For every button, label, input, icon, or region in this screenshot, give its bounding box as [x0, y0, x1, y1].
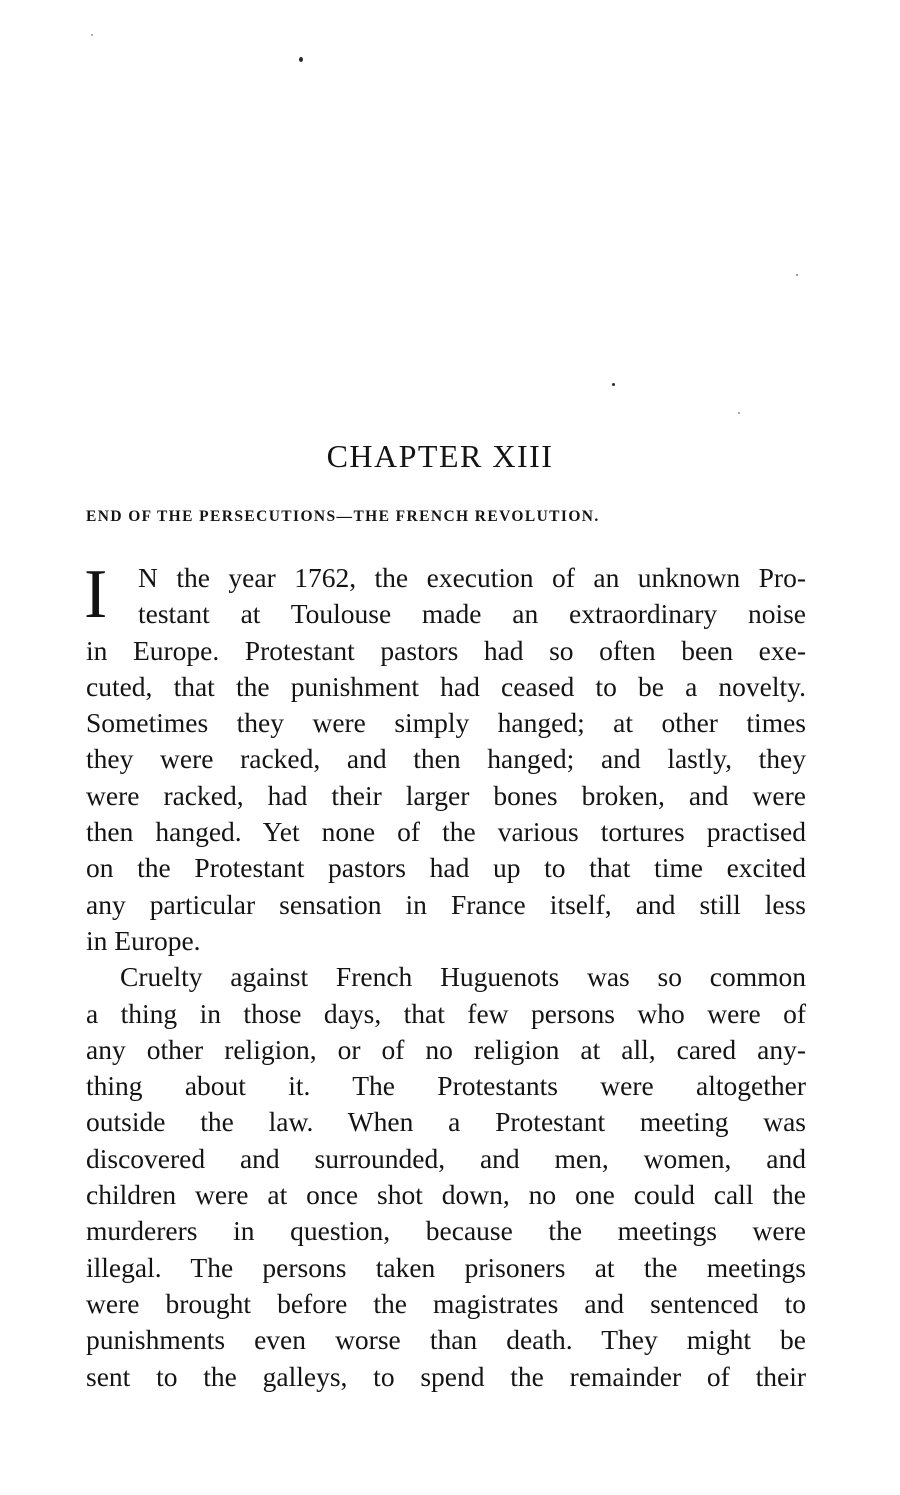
- text-line: they were racked, and then hanged; and lastly, they: [86, 743, 806, 775]
- print-speck: [91, 34, 93, 36]
- text-line: murderers in question, because the meetings were: [86, 1215, 806, 1247]
- text-line: cuted, that the punishment had ceased to be a novelty.: [86, 670, 806, 702]
- body-text: [84, 556, 806, 1395]
- print-speck: [299, 57, 303, 62]
- text-line: a thing in those days, that few persons who were of: [86, 997, 806, 1029]
- text-line: in Europe.: [86, 924, 201, 956]
- text-line: outside the law. When a Protestant meeting was: [86, 1106, 806, 1138]
- text-line: on the Protestant pastors had up to that time excited: [86, 852, 806, 884]
- text-line: were brought before the magistrates and sentenced to: [86, 1287, 806, 1319]
- text-line: punishments even worse than death. They might be: [86, 1324, 806, 1356]
- print-speck: [796, 274, 798, 276]
- print-speck: [738, 412, 740, 414]
- chapter-title: CHAPTER XIII: [326, 438, 554, 474]
- paragraph: [86, 959, 806, 1395]
- text-line: N the year 1762, the execution of an unknown Pro-: [138, 562, 806, 593]
- text-line: thing about it. The Protestants were altogether: [86, 1070, 806, 1102]
- chapter-subtitle: END OF THE PERSECUTIONS—THE FRENCH REVOLUTION.: [86, 508, 600, 525]
- print-speck: [612, 383, 615, 386]
- text-line: in Europe. Protestant pastors had so often been exe-: [86, 634, 806, 666]
- text-line: any other religion, or of no religion at all, cared any-: [86, 1033, 806, 1065]
- text-line: testant at Toulouse made an extraordinary noise: [138, 598, 806, 630]
- text-line: were racked, had their larger bones broken, and were: [86, 779, 806, 811]
- text-line: then hanged. Yet none of the various tortures practised: [86, 816, 806, 848]
- drop-cap: I: [84, 556, 108, 633]
- text-line: Sometimes they were simply hanged; at other times: [86, 707, 806, 739]
- text-line: Cruelty against French Huguenots was so common: [120, 961, 806, 993]
- text-line: sent to the galleys, to spend the remainder of their: [86, 1360, 806, 1392]
- text-line: children were at once shot down, no one could call the: [86, 1179, 806, 1211]
- text-line: any particular sensation in France itself, and still less: [86, 888, 806, 920]
- text-line: illegal. The persons taken prisoners at the meetings: [86, 1251, 806, 1283]
- paragraph: [84, 556, 806, 959]
- text-line: discovered and surrounded, and men, women, and: [86, 1142, 806, 1174]
